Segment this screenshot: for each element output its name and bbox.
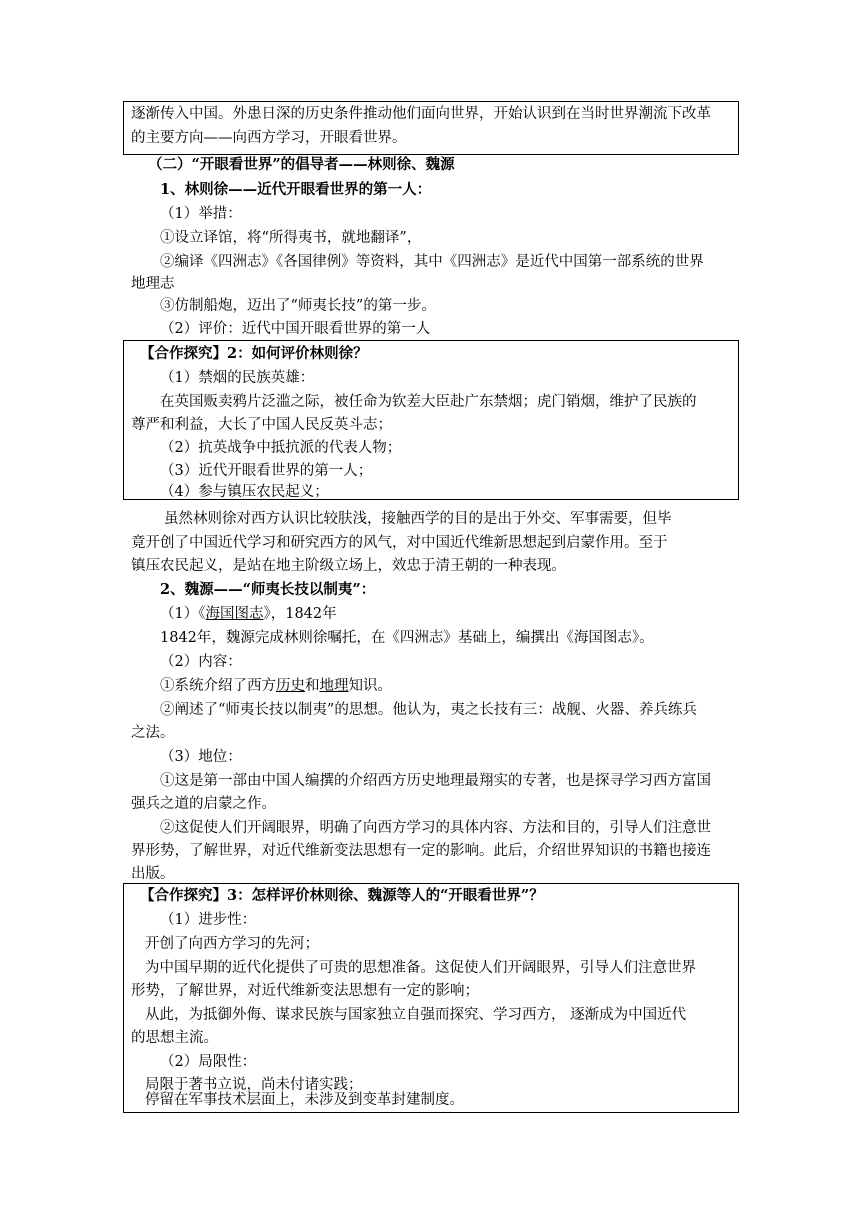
box2-point-1a: 在英国贩卖鸦片泛滥之际，被任命为钦差大臣赴广东禁烟；虎门销烟，维护了民族的 [160,394,697,410]
box3-limit-label: （2）局限性： [160,1054,257,1070]
box2-title: 【合作探究】2：如何评价林则徐？ [140,345,368,362]
wei-status-1b: 强兵之道的启蒙之作。 [131,796,276,812]
lin-eval: （2）评价：近代中国开眼看世界的第一人 [160,321,431,337]
intro-line-2: 的主要方向——向西方学习，开眼看世界。 [131,130,407,146]
wei-book-name: 海国图志 [205,606,264,622]
box3-progress-3b: 的思想主流。 [131,1030,218,1046]
box3-progress-1: 开创了向西方学习的先河； [145,936,319,952]
section-heading: （二）“开眼看世界”的倡导者——林则徐、魏源 [148,156,455,173]
wei-title: 2、魏源——“师夷长技以制夷”： [160,581,376,598]
wei-c1-geography: 地理 [319,678,349,694]
wei-book-suffix: 》，1842年 [263,606,337,622]
wei-status-2b: 界形势，了解世界，对近代维新变法思想有一定的影响。此后，介绍世界知识的书籍也接连 [131,843,711,859]
wei-book-desc: 1842年，魏源完成林则徐嘱托，在《四洲志》基础上，编撰出《海国图志》。 [160,630,654,646]
box2-point-1b: 尊严和利益，大长了中国人民反英斗志； [131,417,392,433]
lin-title: 1、林则徐——近代开眼看世界的第一人： [160,181,432,198]
summary-line-3: 镇压农民起义，是站在地主阶级立场上，效忠于清王朝的一种表现。 [131,558,566,574]
box3-limit-1: 局限于著书立说，尚未付诸实践； [145,1077,363,1093]
wei-content-1 [160,676,392,696]
wei-content-2a: ②阐述了“师夷长技以制夷”的思想。他认为，夷之长技有三：战舰、火器、养兵练兵 [160,702,697,718]
box2-point-2: （2）抗英战争中抵抗派的代表人物； [160,440,402,456]
box2-point-4: （4）参与镇压农民起义； [160,484,329,500]
summary-line-1: 虽然林则徐对西方认识比较肤浅，接触西学的目的是出于外交、军事需要，但毕 [164,511,672,527]
wei-status-2c: 出版。 [131,866,175,882]
lin-measure-1: ①设立译馆，将“所得夷书，就地翻译”， [160,230,422,246]
wei-c1-history: 历史 [276,678,305,694]
wei-book-prefix: （1）《 [160,606,206,622]
wei-book [160,604,337,624]
box2-point-1: （1）禁烟的民族英雄： [160,370,315,386]
lin-measure-2a: ②编译《四洲志》《各国律例》等资料，其中《四洲志》是近代中国第一部系统的世界 [160,254,704,270]
wei-c1-and: 和 [305,678,320,694]
lin-measures-label: （1）举措： [160,206,242,222]
box3-progress-2a: 为中国早期的近代化提供了可贵的思想准备。这促使人们开阔眼界，引导人们注意世界 [145,960,696,976]
wei-c1-a: ①系统介绍了西方 [160,678,276,694]
wei-content-label: （2）内容： [160,654,242,670]
box3-progress-2b: 形势，了解世界，对近代维新变法思想有一定的影响； [131,983,479,999]
lin-measure-3: ③仿制船炮，迈出了“师夷长技”的第一步。 [160,298,436,314]
lin-measure-2b: 地理志 [131,276,175,292]
wei-status-1a: ①这是第一部由中国人编撰的介绍西方历史地理最翔实的专著，也是探寻学习西方富国 [160,773,711,789]
box3-progress-label: （1）进步性： [160,912,257,928]
summary-line-2: 竟开创了中国近代学习和研究西方的风气，对中国近代维新思想起到启蒙作用。至于 [131,535,668,551]
box3-progress-3a: 从此，为抵御外侮、谋求民族与国家独立自强而探究、学习西方， 逐渐成为中国近代 [145,1007,687,1023]
box3-title: 【合作探究】3：怎样评价林则徐、魏源等人的“开眼看世界”？ [140,887,544,904]
box2-point-3: （3）近代开眼看世界的第一人； [160,463,373,479]
intro-line-1: 逐渐传入中国。外患日深的历史条件推动他们面向世界，开始认识到在当时世界潮流下改革 [131,106,711,122]
box3-limit-2: 停留在军事技术层面上，未涉及到变革封建制度。 [145,1092,464,1108]
wei-status-label: （3）地位： [160,749,242,765]
wei-status-2a: ②这促使人们开阔眼界，明确了向西方学习的具体内容、方法和目的，引导人们注意世 [160,820,711,836]
wei-c1-b: 知识。 [348,678,392,694]
wei-content-2b: 之法。 [131,725,175,741]
